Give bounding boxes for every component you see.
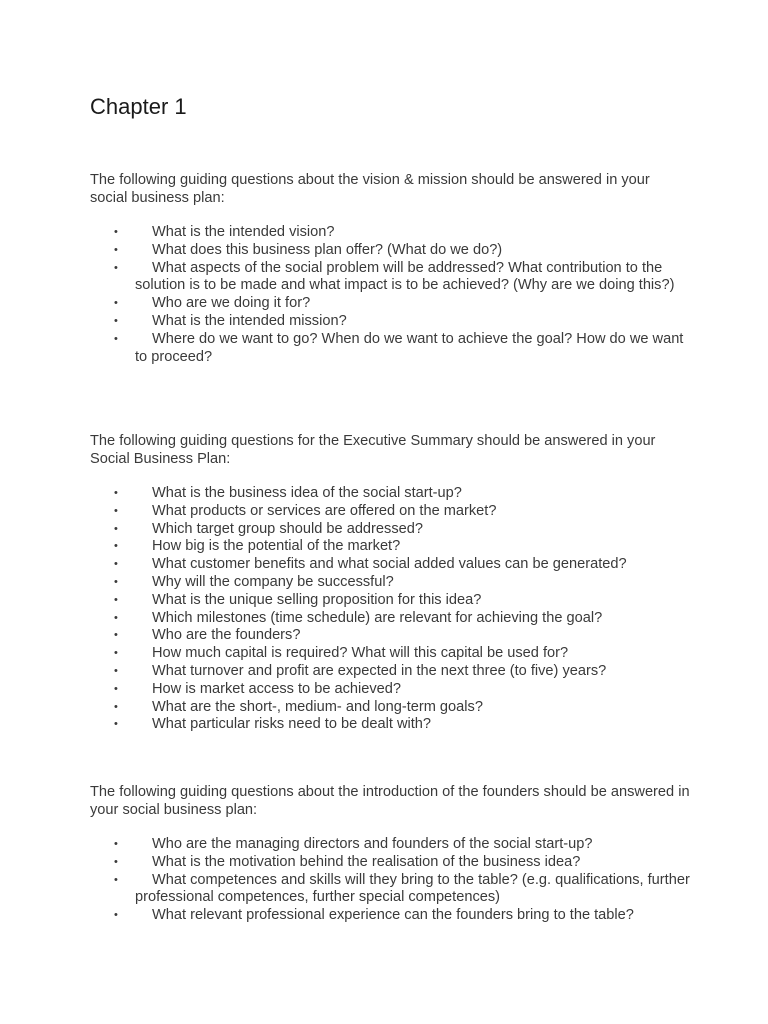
bullet-icon: • bbox=[114, 243, 118, 256]
question-text: How much capital is required? What will this capital be used for? bbox=[152, 645, 569, 662]
question-text: What does this business plan offer? (What do we do?) bbox=[152, 241, 503, 258]
bullet-icon: • bbox=[114, 909, 118, 922]
question-text: What are the short-, medium- and long-term goals? bbox=[152, 698, 483, 715]
list-item bbox=[90, 872, 690, 908]
bullet-icon: • bbox=[114, 682, 118, 695]
section-founders bbox=[90, 783, 690, 925]
bullet-icon: • bbox=[114, 700, 118, 713]
list-item bbox=[90, 907, 690, 925]
question-text: What turnover and profit are expected in the next three (to five) years? bbox=[152, 662, 607, 679]
question-text: Why will the company be successful? bbox=[152, 573, 394, 590]
bullet-icon: • bbox=[114, 332, 118, 345]
bullet-icon: • bbox=[114, 611, 118, 624]
question-text: Who are we doing it for? bbox=[152, 295, 311, 312]
list-item bbox=[90, 538, 690, 556]
bullet-icon: • bbox=[114, 297, 118, 310]
list-item bbox=[90, 699, 690, 717]
question-text: What relevant professional experience can the founders bring to the table? bbox=[152, 907, 634, 924]
list-item bbox=[90, 503, 690, 521]
question-text: Who are the managing directors and founders of the social start-up? bbox=[152, 836, 593, 852]
list-item bbox=[90, 592, 690, 610]
list-item bbox=[90, 836, 690, 854]
list-item bbox=[90, 295, 690, 313]
section-vision-mission bbox=[90, 171, 690, 366]
section-executive-summary bbox=[90, 432, 690, 734]
bullet-icon: • bbox=[114, 855, 118, 868]
question-list bbox=[90, 836, 690, 925]
question-list bbox=[90, 224, 690, 366]
bullet-icon: • bbox=[114, 593, 118, 606]
question-text: What customer benefits and what social added values can be generated? bbox=[152, 556, 627, 573]
list-item bbox=[90, 645, 690, 663]
question-text: What competences and skills will they bring to the table? (e.g. qualifications, further professional competences, further special competences) bbox=[135, 871, 690, 906]
list-item bbox=[90, 260, 690, 296]
bullet-icon: • bbox=[114, 718, 118, 731]
bullet-icon: • bbox=[114, 558, 118, 571]
list-item bbox=[90, 663, 690, 681]
bullet-icon: • bbox=[114, 522, 118, 535]
bullet-icon: • bbox=[114, 504, 118, 517]
bullet-icon: • bbox=[114, 540, 118, 553]
question-text: Where do we want to go? When do we want to achieve the goal? How do we want to proceed? bbox=[135, 330, 684, 365]
list-item bbox=[90, 627, 690, 645]
question-text: How is market access to be achieved? bbox=[152, 680, 402, 697]
section-intro: The following guiding questions for the Executive Summary should be answered in your Social Business Plan: bbox=[90, 433, 656, 467]
list-item bbox=[90, 681, 690, 699]
question-text: What aspects of the social problem will be addressed? What contribution to the solution is to be made and what impact is to be achieved? (Why are we doing this?) bbox=[135, 259, 675, 294]
list-item bbox=[90, 331, 690, 367]
bullet-icon: • bbox=[114, 226, 118, 238]
bullet-icon: • bbox=[114, 664, 118, 677]
question-text: What is the intended vision? bbox=[152, 224, 335, 240]
question-text: How big is the potential of the market? bbox=[152, 538, 401, 555]
question-list bbox=[90, 485, 690, 734]
bullet-icon: • bbox=[114, 629, 118, 642]
bullet-icon: • bbox=[114, 261, 118, 274]
list-item bbox=[90, 224, 690, 242]
question-text: What is the business idea of the social start-up? bbox=[152, 485, 462, 501]
bullet-icon: • bbox=[114, 314, 118, 327]
bullet-icon: • bbox=[114, 487, 118, 499]
question-text: What products or services are offered on the market? bbox=[152, 502, 497, 519]
question-text: What is the unique selling proposition for this idea? bbox=[152, 591, 482, 608]
bullet-icon: • bbox=[114, 575, 118, 588]
list-item bbox=[90, 521, 690, 539]
question-text: What is the motivation behind the realisation of the business idea? bbox=[152, 853, 581, 870]
question-text: Which milestones (time schedule) are relevant for achieving the goal? bbox=[152, 609, 603, 626]
section-intro: The following guiding questions about the introduction of the founders should be answered in your social business plan: bbox=[90, 784, 690, 818]
list-item bbox=[90, 313, 690, 331]
list-item bbox=[90, 485, 690, 503]
question-text: Which target group should be addressed? bbox=[152, 520, 423, 537]
list-item bbox=[90, 556, 690, 574]
list-item bbox=[90, 242, 690, 260]
list-item bbox=[90, 610, 690, 628]
question-text: What particular risks need to be dealt with? bbox=[152, 716, 432, 733]
question-text: What is the intended mission? bbox=[152, 312, 347, 329]
section-intro: The following guiding questions about the vision & mission should be answered in your social business plan: bbox=[90, 172, 650, 206]
bullet-icon: • bbox=[114, 647, 118, 660]
list-item bbox=[90, 716, 690, 734]
list-item bbox=[90, 854, 690, 872]
chapter-title: Chapter 1 bbox=[90, 94, 187, 119]
list-item bbox=[90, 574, 690, 592]
bullet-icon: • bbox=[114, 838, 118, 850]
question-text: Who are the founders? bbox=[152, 627, 301, 644]
bullet-icon: • bbox=[114, 873, 118, 886]
